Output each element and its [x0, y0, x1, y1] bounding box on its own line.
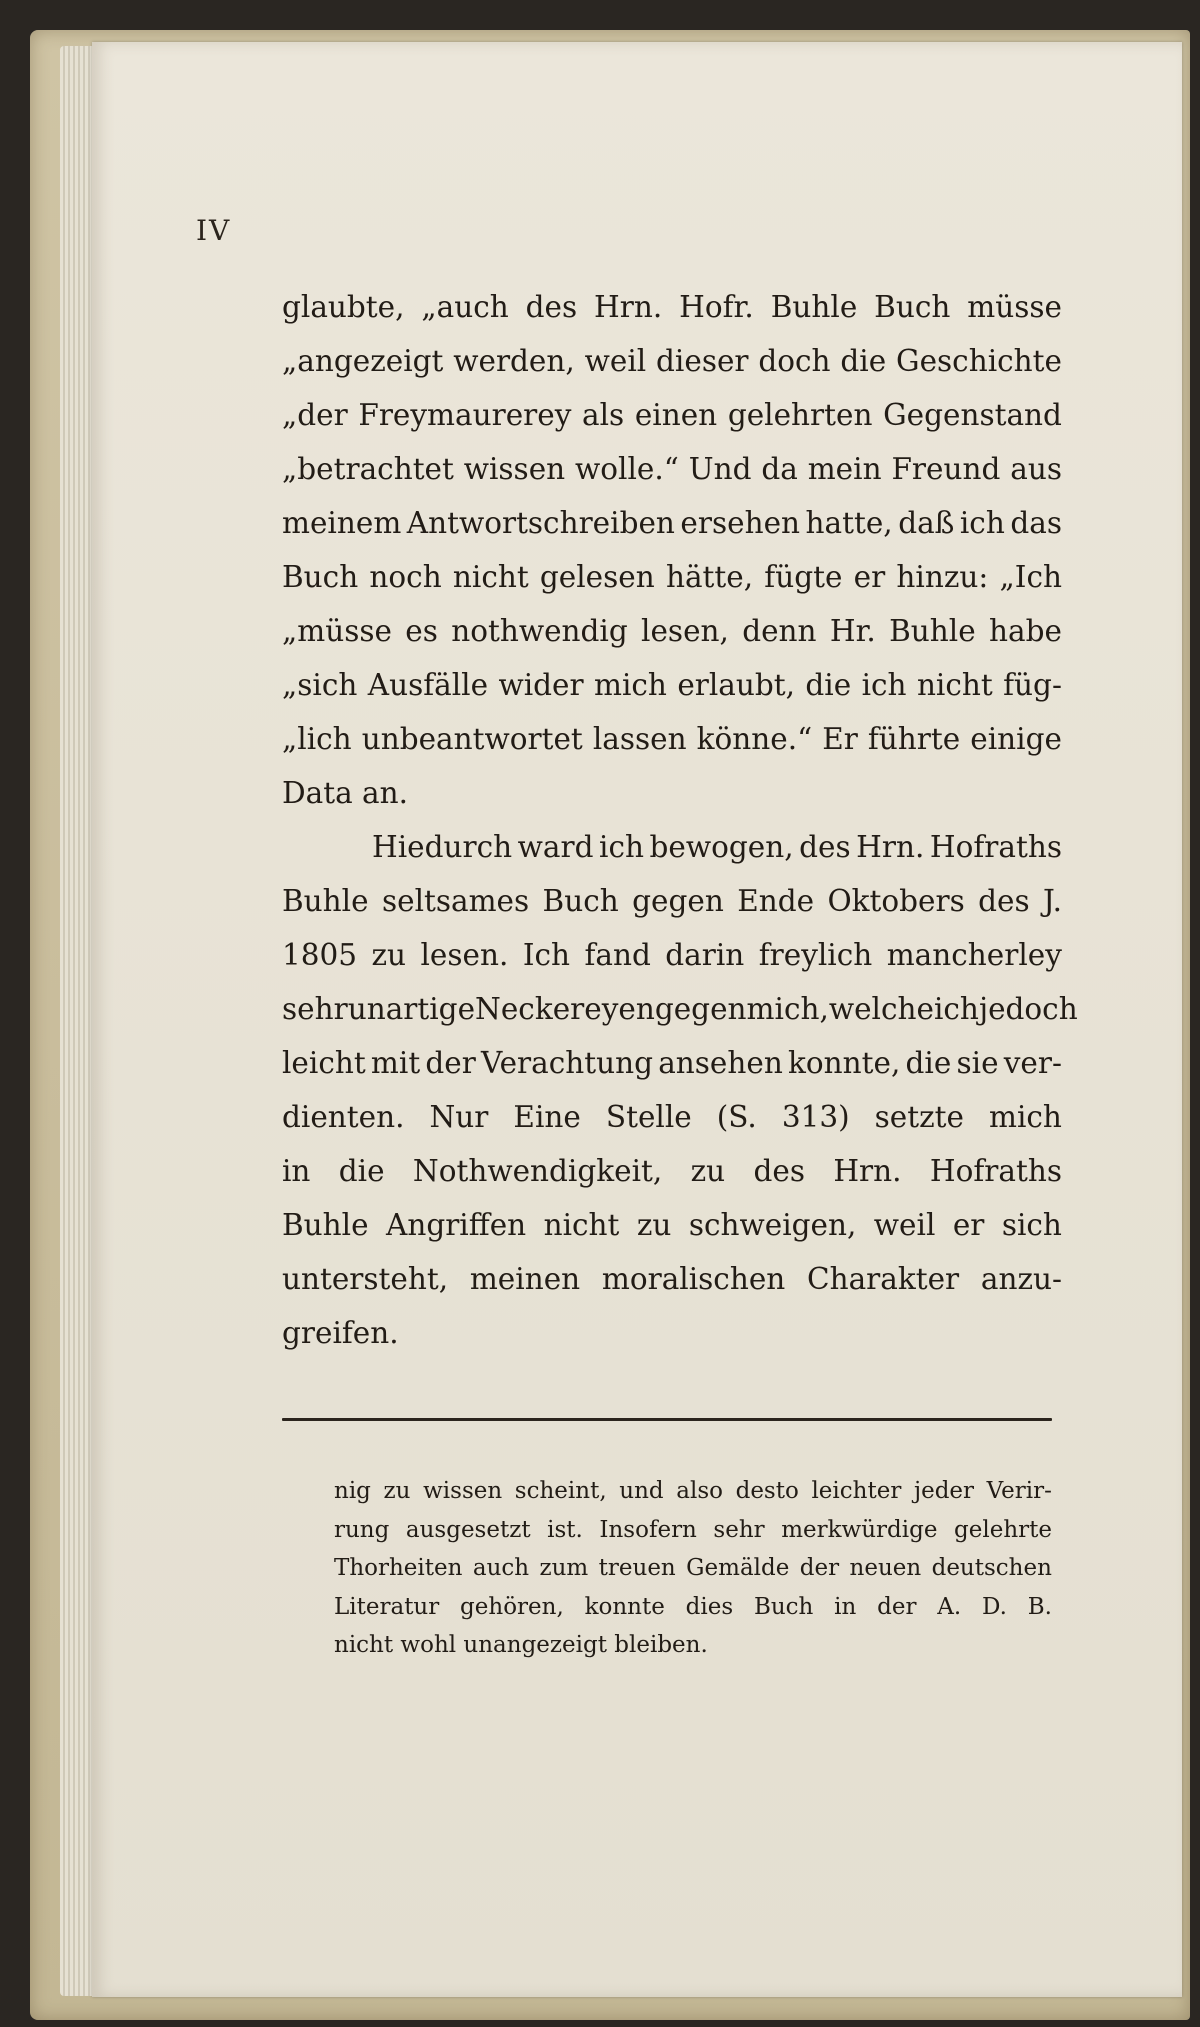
text-line: Buhle seltsames Buch gegen Ende Oktobers des J.: [282, 884, 1062, 918]
footnote-line: Literatur gehören, konnte dies Buch in der A. D. B.: [334, 1593, 1052, 1620]
text-line: „betrachtet wissen wolle.“ Und da mein Freund aus: [282, 452, 1062, 486]
text-line: „lich unbeantwortet lassen könne.“ Er führte einige: [282, 722, 1062, 756]
footnote-line: nig zu wissen scheint, und also desto leichter jeder Verir-: [334, 1478, 1052, 1504]
footnote-divider: [282, 1418, 1052, 1421]
footnote-line: rung ausgesetzt ist. Insofern sehr merkwürdige gelehrte: [334, 1516, 1052, 1543]
footnote-line: nicht wohl unangezeigt bleiben.: [334, 1632, 708, 1658]
text-line: „der Freymaurerey als einen gelehrten Gegenstand: [282, 398, 1062, 432]
text-line: sehr unartige Neckereyen gegen mich, welche ich jedoch: [282, 992, 1078, 1026]
footnote: [334, 1472, 1052, 1665]
text-line: „angezeigt werden, weil dieser doch die Geschichte: [282, 344, 1062, 378]
text-line: untersteht, meinen moralischen Charakter anzu-: [282, 1262, 1062, 1296]
text-line: „müsse es nothwendig lesen, denn Hr. Buhle habe: [282, 614, 1062, 648]
text-line: in die Nothwendigkeit, zu des Hrn. Hofraths: [282, 1154, 1062, 1188]
text-line: Buch noch nicht gelesen hätte, fügte er hinzu: „Ich: [282, 560, 1062, 594]
text-line: meinem Antwortschreiben ersehen hatte, daß ich das: [282, 506, 1062, 540]
main-text: [282, 280, 1078, 1360]
text-line: leicht mit der Verachtung ansehen konnte, die sie ver-: [282, 1046, 1062, 1080]
text-line: greifen.: [282, 1316, 399, 1350]
text-line: Buhle Angriffen nicht zu schweigen, weil er sich: [282, 1208, 1062, 1242]
text-line: „sich Ausfälle wider mich erlaubt, die ich nicht füg-: [282, 668, 1062, 702]
footnote-line: Thorheiten auch zum treuen Gemälde der neuen deutschen: [334, 1555, 1052, 1581]
text-line: dienten. Nur Eine Stelle (S. 313) setzte mich: [282, 1100, 1062, 1134]
text-line: 1805 zu lesen. Ich fand darin freylich mancherley: [282, 938, 1062, 972]
text-line: glaubte, „auch des Hrn. Hofr. Buhle Buch müsse: [282, 290, 1062, 324]
page-number: IV: [196, 214, 232, 247]
text-line: Data an.: [282, 776, 409, 810]
text-line: Hiedurch ward ich bewogen, des Hrn. Hofraths: [372, 830, 1062, 864]
